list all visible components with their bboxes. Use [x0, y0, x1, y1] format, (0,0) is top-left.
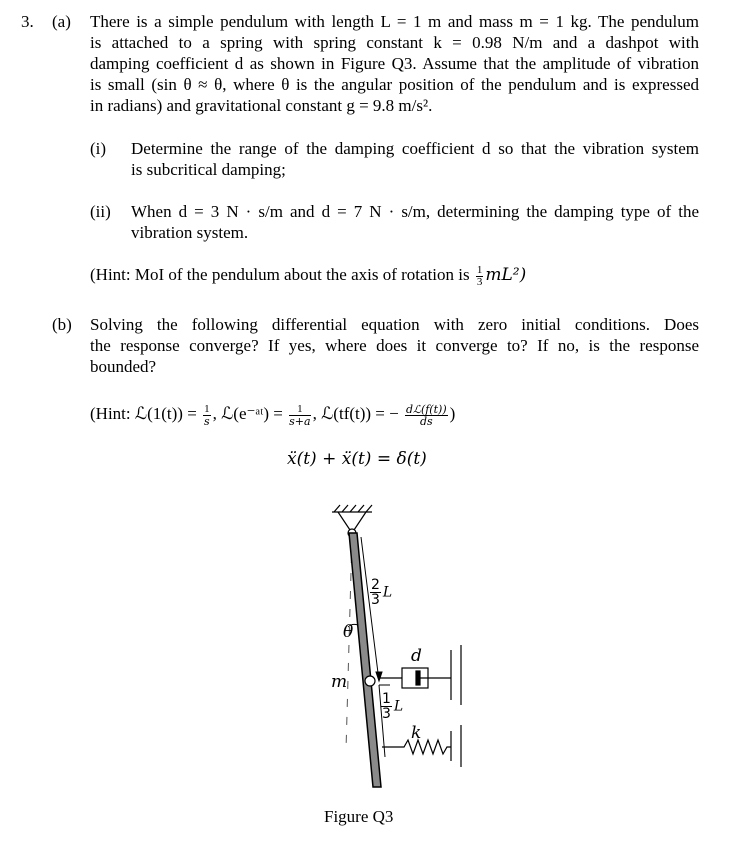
two-thirds-den: 3 [371, 592, 380, 608]
part-b-hint [90, 403, 455, 427]
one-third-den: 3 [382, 706, 391, 722]
part-a-hint [90, 264, 526, 288]
mass-label: m [331, 672, 348, 692]
part-a-line-4: is small (sin θ ≈ θ, where θ is the angular position of the pendulum and is expressed [90, 75, 699, 94]
one-third-num: 1 [382, 691, 391, 707]
part-b-line-1: Solving the following differential equation with zero initial conditions. Does [90, 315, 699, 334]
hint-b-frac-3 [405, 404, 448, 427]
hint-b-frac-1-num: 1 [204, 402, 210, 415]
part-a-label: (a) [52, 12, 71, 31]
pendulum-mass [365, 676, 375, 686]
question-number: 3. [21, 12, 34, 31]
spring-label: k [411, 723, 422, 743]
two-thirds-L: L [382, 584, 393, 601]
differential-equation: ẍ(t) + ẍ(t) = δ(t) [287, 449, 427, 469]
hint-b-frac-3-den: ds [419, 414, 433, 428]
sub-ii-line-2: vibration system. [131, 223, 249, 242]
vertical-reference-line [346, 537, 352, 750]
spring [382, 725, 461, 767]
hint-b-frac-2-den: s+a [289, 414, 311, 428]
sub-ii-line-1: When d = 3 N · s/m and d = 7 N · s/m, determining the damping type of the [131, 202, 699, 221]
figure-caption: Figure Q3 [324, 807, 394, 826]
hint-b-frac-2 [289, 404, 310, 427]
hint-b-end: ) [449, 404, 456, 423]
hint-a-frac-den: 3 [476, 275, 483, 288]
hint-a-fraction [476, 265, 484, 288]
hint-a-prefix: (Hint: MoI of the pendulum about the axis of rotation is [90, 265, 470, 284]
part-a-line-5: in radians) and gravitational constant g = 9.8 m/s². [90, 96, 433, 115]
sub-i-label: (i) [90, 139, 107, 158]
hint-b-mid-1: , ℒ(e⁻ᵃᵗ) = [212, 404, 283, 423]
part-a-line-3: damping coefficient d as shown in Figure Q3. Assume that the amplitude of vibration [90, 54, 699, 73]
hint-b-frac-1-den: s [203, 414, 210, 428]
two-thirds-num: 2 [371, 577, 380, 593]
hint-b-frac-3-num: dℒ(f(t)) [405, 402, 447, 416]
part-a-line-2: is attached to a spring with spring constant k = 0.98 N/m and a dashpot with [90, 33, 699, 52]
hint-b-start: (Hint: ℒ(1(t)) = [90, 404, 197, 423]
hint-b-mid-2: , ℒ(tf(t)) = − [312, 404, 399, 423]
damping-label: d [411, 646, 422, 666]
part-b-line-3: bounded? [90, 357, 157, 376]
hint-a-suffix: mL²) [485, 265, 527, 285]
part-b-line-2: the response converge? If yes, where does it converge to? If no, is the response [90, 336, 699, 355]
sub-ii-label: (ii) [90, 202, 111, 221]
two-thirds-L-label [368, 578, 392, 607]
part-b-label: (b) [52, 315, 72, 334]
hint-b-frac-2-num: 1 [289, 404, 310, 416]
sub-i-line-2: is subcritical damping; [131, 160, 286, 179]
figure-q3-diagram [300, 495, 480, 800]
one-third-L-label [379, 692, 403, 721]
one-third-L: L [393, 698, 404, 715]
sub-i-line-1: Determine the range of the damping coefficient d so that the vibration system [131, 139, 699, 158]
hint-b-frac-1 [203, 404, 211, 427]
hint-a-frac-num: 1 [476, 263, 483, 276]
theta-label: θ [343, 622, 354, 642]
part-a-line-1: There is a simple pendulum with length L = 1 m and mass m = 1 kg. The pendulum [90, 12, 699, 31]
ceiling-support [332, 505, 372, 530]
